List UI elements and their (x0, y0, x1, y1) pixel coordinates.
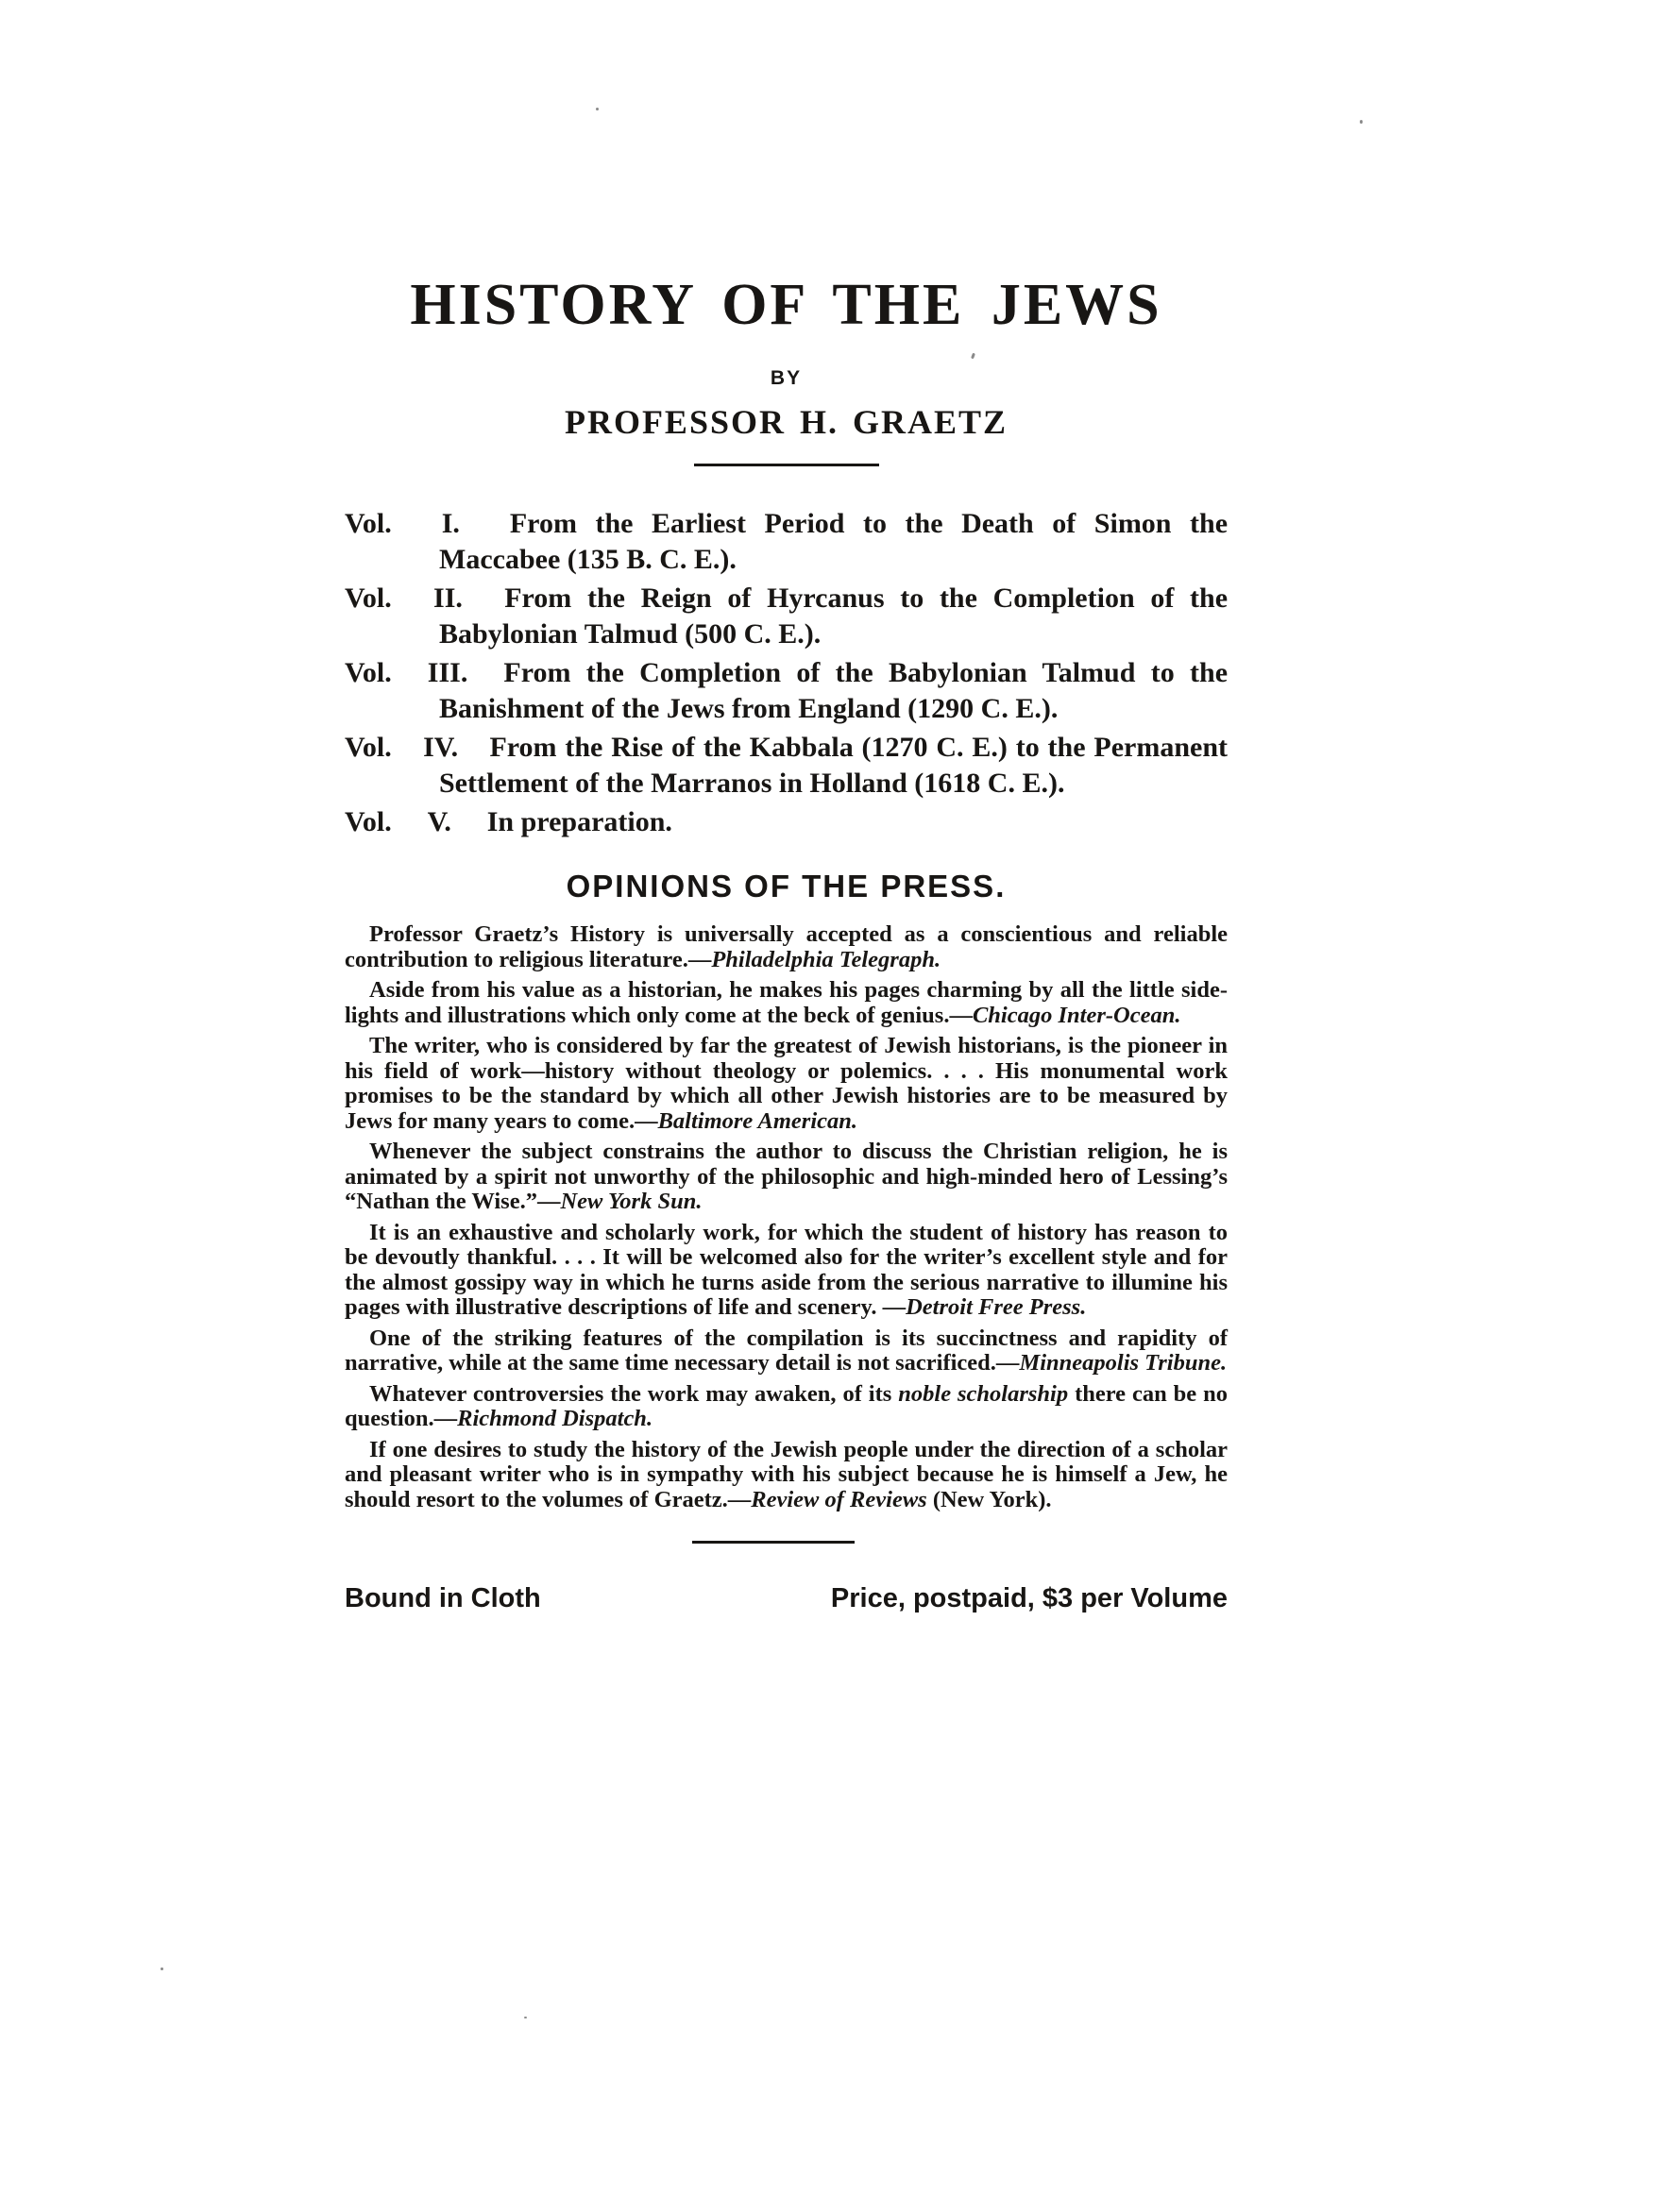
press-paragraph (345, 978, 1228, 1028)
volume-numeral: III. (427, 657, 468, 688)
divider-rule-bottom (692, 1541, 855, 1544)
publication-name: Richmond Dispatch. (457, 1406, 653, 1431)
volume-description: From the Reign of Hyrcanus to the Completion of the Babylonian Talmud (500 C. E.). (439, 583, 1229, 650)
press-paragraph (345, 1140, 1228, 1215)
quote-text: (New York). (926, 1486, 1052, 1512)
press-paragraph (345, 1438, 1228, 1513)
volume-entry (345, 804, 1228, 840)
author-name: PROFESSOR H. GRAETZ (564, 403, 1008, 441)
volume-description: From the Rise of the Kabbala (1270 C. E.) to the Permanent Settlement of the Marranos in Holland (1618 C. E.). (439, 732, 1228, 799)
volume-numeral: I. (441, 508, 460, 539)
quote-text: there can be no question.— (345, 1380, 1229, 1431)
press-paragraph (345, 1221, 1228, 1321)
opinions-heading: OPINIONS OF THE PRESS. (566, 869, 1007, 903)
volume-numeral: V. (427, 806, 451, 837)
publication-name: Review of Reviews (751, 1486, 927, 1512)
volume-numeral: II. (433, 583, 463, 614)
volume-label: Vol. (345, 806, 392, 837)
byline-label: BY (770, 367, 803, 389)
publication-name: Baltimore American. (657, 1107, 858, 1134)
quote-text: It is an exhaustive and scholarly work, for which the student of history has reason to be devoutly thankful. . . . It will be welcomed also for the writer’s excellent style and for the almost gossipy way in which he turns aside from the serious narrative to illumine his pages with illustrative descriptions of life and scenery. — (345, 1219, 1228, 1320)
volume-entry (345, 581, 1228, 652)
volume-description: In preparation. (486, 806, 672, 837)
volume-entry (345, 506, 1228, 578)
press-paragraph (345, 1034, 1228, 1134)
volume-numeral: IV. (423, 732, 459, 763)
volume-label: Vol. (345, 657, 392, 688)
quote-text: Aside from his value as a historian, he makes his pages charming by all the little side-lights and illustrations which only come at the beck of genius.— (345, 977, 1228, 1028)
content-block (345, 273, 1229, 1614)
scan-speck (524, 2017, 527, 2018)
scan-speck (596, 108, 599, 110)
publication-name: Chicago Inter-Ocean. (972, 1002, 1181, 1028)
volume-entry (345, 730, 1228, 802)
scan-speck (161, 1967, 163, 1970)
volume-entry (345, 655, 1228, 727)
publication-name: Philadelphia Telegraph. (711, 946, 941, 972)
volume-label: Vol. (345, 508, 392, 539)
volume-description: From the Earliest Period to the Death of Simon the Maccabee (135 B. C. E.). (439, 508, 1229, 575)
volume-description: From the Completion of the Babylonian Talmud to the Banishment of the Jews from England (1290 C. E.). (439, 657, 1229, 724)
quote-text: Professor Graetz’s History is universally accepted as a conscientious and reliable contribution to religious literature.— (345, 921, 1228, 972)
press-paragraph (345, 1326, 1228, 1376)
quote-text: If one desires to study the history of the Jewish people under the direction of a scholar and pleasant writer who is in sympathy with his subject because he is himself a Jew, he should resort to the volumes of Graetz.— (345, 1436, 1228, 1512)
divider-rule-top (694, 464, 879, 466)
publication-name: noble scholarship (898, 1380, 1069, 1407)
publication-name: Minneapolis Tribune. (1019, 1350, 1228, 1376)
footer-row (345, 1583, 1228, 1614)
quote-text: One of the striking features of the compilation is its succinctness and rapidity of narrative, while at the same time necessary detail is not sacrificed.— (345, 1325, 1228, 1376)
book-title: HISTORY OF THE JEWS (410, 273, 1162, 337)
press-paragraphs (345, 922, 1228, 1512)
binding-label: Bound in Cloth (345, 1583, 541, 1613)
volume-list (345, 506, 1228, 840)
price-label: Price, postpaid, $3 per Volume (830, 1583, 1228, 1613)
quote-text: Whatever controversies the work may awaken, of its (369, 1380, 899, 1407)
quote-text: The writer, who is considered by far the greatest of Jewish historians, is the pioneer in his field of work—history without theology or polemics. . . . His monumental work promises to be the standard by which all other Jewish histories are to be measured by Jews for many years to come.— (345, 1033, 1228, 1134)
scan-speck (1360, 120, 1363, 124)
volume-label: Vol. (345, 583, 392, 614)
quote-text: Whenever the subject constrains the author to discuss the Christian religion, he is animated by a spirit not unworthy of the philosophic and high-minded hero of Lessing’s “Nathan the Wise.”— (345, 1139, 1228, 1214)
publication-name: Detroit Free Press. (906, 1294, 1087, 1320)
volume-label: Vol. (345, 732, 392, 763)
press-paragraph (345, 1382, 1228, 1432)
press-paragraph (345, 922, 1228, 972)
publication-name: New York Sun. (560, 1189, 703, 1214)
